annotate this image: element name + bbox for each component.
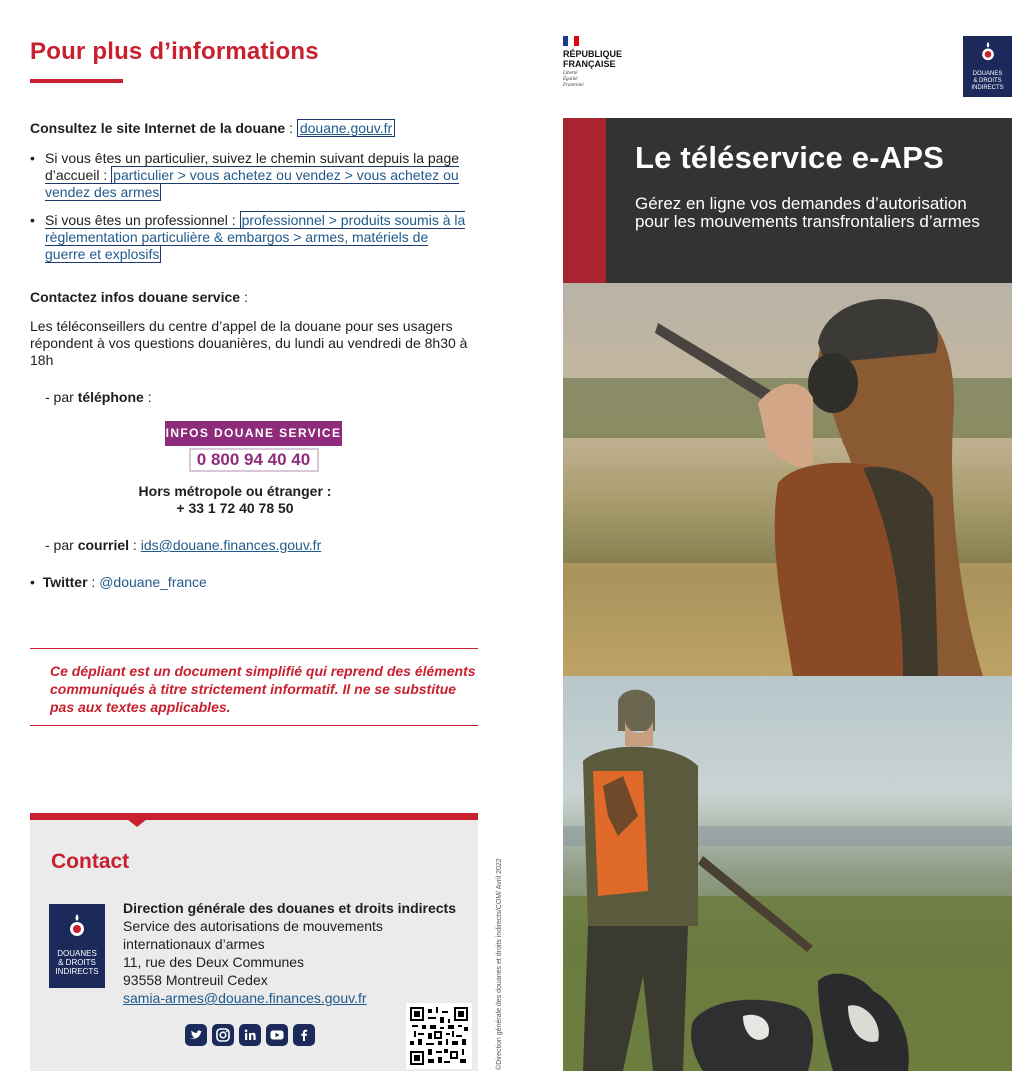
international-phone	[130, 483, 340, 517]
douane-logo	[49, 904, 105, 988]
phone-label	[45, 389, 152, 405]
photo-hunter-dogs	[563, 676, 1012, 1071]
contact-heading	[30, 289, 248, 305]
contact-email-link[interactable]: samia-armes@douane.finances.gouv.fr	[123, 990, 367, 1006]
twitter-line	[30, 574, 207, 590]
rf-name-line: FRANÇAISE	[563, 59, 616, 69]
qr-code[interactable]	[406, 1003, 472, 1069]
bullet-text: Si vous êtes un professionnel :	[45, 212, 240, 228]
qr-code-icon	[410, 1007, 468, 1065]
contact-box	[30, 813, 478, 1071]
mail-sep: :	[129, 537, 141, 553]
contact-heading-text: Contactez infos douane service	[30, 289, 241, 305]
mail-word: courriel	[77, 537, 130, 553]
douane-logo-text	[963, 71, 1012, 92]
instagram-icon[interactable]	[212, 1024, 234, 1046]
international-label: Hors métropole ou étranger :	[138, 483, 332, 499]
phone-prefix: - par	[45, 389, 78, 405]
site-label: Consultez le site Internet de la douane	[30, 120, 286, 136]
cover-title: Le téléservice e-APS	[635, 140, 945, 175]
cover-subtitle: Gérez en ligne vos demandes d’autorisation pour les mouvements transfrontaliers d’armes	[635, 194, 980, 231]
douane-website-link[interactable]: douane.gouv.fr	[297, 119, 395, 137]
phone-sep: :	[143, 389, 152, 405]
international-number[interactable]: + 33 1 72 40 78 50	[176, 500, 294, 516]
rf-motto-line: Égalité	[563, 77, 578, 82]
logo-line: & DROITS	[58, 958, 96, 967]
ids-email-link[interactable]: ids@douane.finances.gouv.fr	[140, 537, 322, 553]
logo-line: INDIRECTS	[55, 967, 99, 976]
french-flag-icon	[563, 36, 579, 46]
bullet-dot: •	[30, 212, 35, 228]
douane-emblem-icon	[65, 912, 89, 938]
bullet-text: Si vous êtes un particulier, suivez le chemin suivant depuis la page d’accueil :	[45, 150, 460, 183]
logo-line: & DROITS	[973, 78, 1002, 84]
rf-motto-line: Fraternité	[563, 83, 584, 88]
email-line	[45, 537, 321, 553]
contact-city: 93558 Montreuil Cedex	[123, 972, 268, 988]
mail-prefix: - par	[45, 537, 78, 553]
path-link-particulier[interactable]: particulier > vous achetez ou vendez > vous achetez ou vendez des armes	[45, 167, 459, 200]
title-underline	[30, 79, 123, 83]
logo-line: DOUANES	[57, 949, 97, 958]
teleconseillers-text: Les téléconseillers du centre d’appel de la douane pour ses usagers répondent à vos questions douanières, du lundi au vendredi de 8h30 à 18h	[30, 318, 468, 368]
ids-label: INFOS DOUANE SERVICE	[165, 421, 342, 446]
contact-address	[123, 899, 473, 1007]
twitter-sep: :	[87, 574, 100, 590]
twitter-handle-link[interactable]: @douane_france	[99, 574, 207, 590]
path-link-professionnel[interactable]: professionnel > produits soumis à la règlementation particulière & embargos > armes, matériels de guerre et explosifs	[45, 212, 466, 262]
contact-org: Direction générale des douanes et droits indirects	[123, 900, 456, 916]
page-title: Pour plus d’informations	[30, 38, 319, 65]
linkedin-icon[interactable]	[239, 1024, 261, 1046]
facebook-icon[interactable]	[293, 1024, 315, 1046]
douane-logo-text	[49, 949, 105, 976]
ids-number[interactable]: 0 800 94 40 40	[189, 448, 319, 472]
disclaimer: Ce dépliant est un document simplifié qui reprend des éléments communiqués à titre strictement informatif. Il ne se substitue pas aux textes applicables.	[30, 648, 478, 726]
contact-street: 11, rue des Deux Communes	[123, 954, 305, 970]
rf-motto-line: Liberté	[563, 71, 578, 76]
ids-phone-badge[interactable]	[165, 421, 342, 472]
twitter-icon[interactable]	[185, 1024, 207, 1046]
site-paragraph	[30, 120, 395, 136]
bullet-dot: •	[30, 574, 43, 590]
copyright-credit: ©Direction générale des douanes et droits indirects/COM/ Avril 2022	[496, 858, 503, 1070]
photo-woman-shooting	[563, 283, 1012, 676]
contact-heading-sep: :	[240, 289, 248, 305]
logo-line: DOUANES	[972, 71, 1003, 77]
site-separator: :	[285, 120, 297, 136]
phone-word: téléphone	[77, 389, 144, 405]
rf-name-line: RÉPUBLIQUE	[563, 49, 623, 59]
douane-logo-header	[963, 36, 1012, 97]
contact-service: Service des autorisations de mouvements internationaux d’armes	[123, 918, 383, 952]
rf-name	[563, 49, 622, 69]
twitter-word: Twitter	[42, 574, 88, 590]
logo-line: INDIRECTS	[971, 85, 1004, 91]
banner-accent-bar	[563, 118, 606, 283]
social-icons	[185, 1024, 315, 1046]
republique-francaise-logo	[563, 36, 622, 89]
bullet-dot: •	[30, 150, 35, 166]
contact-notch	[127, 819, 147, 827]
cover-banner	[563, 118, 1012, 283]
rf-motto	[563, 71, 622, 89]
contact-title: Contact	[51, 850, 130, 873]
douane-emblem-icon	[978, 40, 998, 62]
youtube-icon[interactable]	[266, 1024, 288, 1046]
